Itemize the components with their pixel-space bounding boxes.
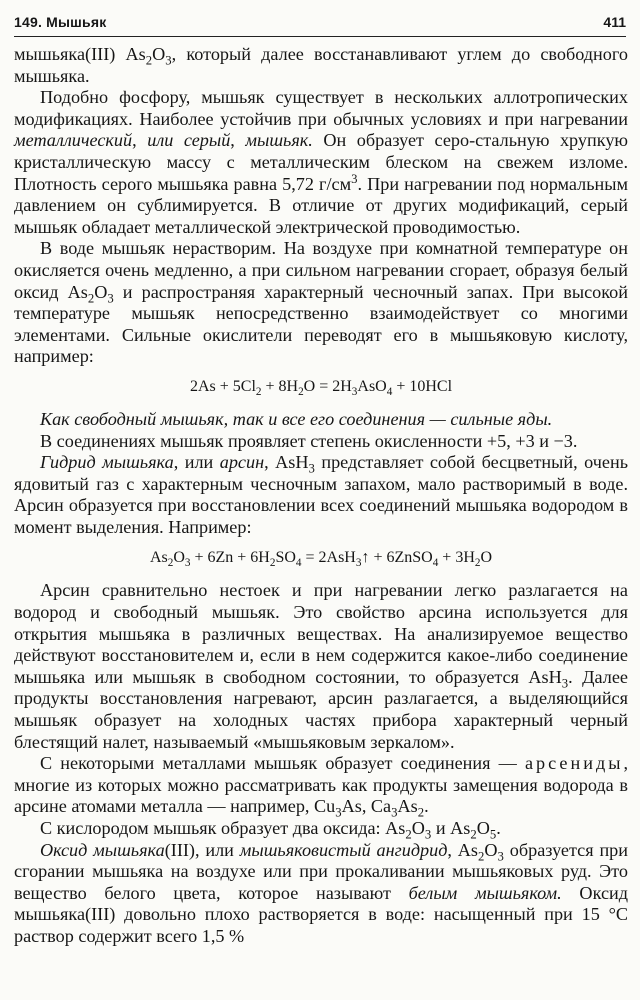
paragraph (14, 87, 628, 238)
subscript: 2 (145, 53, 153, 68)
text-run: , многие из которых можно рассматривать как продукты замещения водорода в арсине атомами металла — например, Cu (14, 753, 628, 817)
text-run: + 10HCl (392, 377, 453, 395)
paragraph (14, 409, 628, 431)
subscript: 3 (391, 806, 398, 821)
text-run: O (94, 281, 108, 302)
italic-term: Оксид мышьяка (40, 839, 165, 860)
text-run: образуется при сгорании мышьяка на воздухе или при прокаливании мышьяковых руд. Это вещество белого цвета, которое называют (14, 839, 628, 903)
text-run: . При нагревании под нормальным давлением он сублимируется. В отличие от других модификаций, серый мышьяк обладает металлической электрической проводимостью. (14, 173, 628, 237)
subscript: 2 (255, 386, 262, 399)
text-run: С некоторыми металлами мышьяк образует соединения — (40, 753, 525, 774)
page-header (14, 10, 626, 36)
text-run: , который далее восстанавливают углем до свободного мышьяка. (14, 44, 628, 86)
italic-term: Как свободный мышьяк, так и все его соединения — сильные яды. (40, 408, 553, 429)
subscript: 2 (474, 557, 481, 570)
text-run: = 2AsH (301, 549, 356, 567)
body-text (14, 44, 628, 948)
text-run: Оксид мышьяка(III) довольно плохо растворяется в воде: насыщенный при 15 °C раствор содержит всего 1,5 % (14, 882, 629, 946)
paragraph (14, 238, 628, 368)
subscript: 2 (470, 827, 477, 842)
text-run: Арсин сравнительно нестоек и при нагревании легко разлагается на водород и свободный мышьяк. Это свойство арсина используется для открытия мышьяка в различных веществах. На анализируемое вещество действуют восстановителем и, если в нем содержится какое-либо соединение мышьяка или мышьяк в свободном состоянии, то образуется AsH (14, 580, 628, 687)
subscript: 2 (405, 827, 412, 842)
text-run: , (132, 130, 148, 151)
text-run: представляет собой бесцветный, очень ядовитый газ с характерным чесночным запахом, мало растворимый в воде. Арсин образуется при восстановлении всех соединений мышьяка водородом в момент выделения. Например: (14, 452, 628, 537)
subscript: 3 (355, 557, 362, 570)
text-run: O = 2H (303, 377, 352, 395)
text-run: , AsH (264, 452, 309, 473)
subscript: 3 (561, 676, 569, 691)
paragraph (14, 818, 628, 840)
subscript: 3 (308, 461, 315, 476)
text-run: С кислородом мышьяк образует два оксида: As (40, 818, 406, 838)
section-title: 149. Мышьяк (14, 14, 107, 30)
subscript: 3 (184, 557, 191, 570)
chemical-equation (14, 548, 628, 568)
text-run: мышьяка(III) As (14, 44, 146, 64)
subscript: 3 (107, 291, 114, 306)
text-run: As, Ca (341, 796, 392, 817)
text-run: + 8H (261, 377, 299, 395)
paragraph (14, 580, 628, 753)
text-run: SO (275, 549, 296, 567)
page-number: 411 (603, 14, 626, 30)
subscript: 2 (167, 557, 174, 570)
subscript: 3 (165, 53, 172, 68)
text-run: ↑ + 6ZnSO (361, 549, 433, 567)
italic-term: мышьяк. (245, 130, 313, 151)
subscript: 2 (87, 291, 95, 306)
text-run: O (480, 549, 493, 567)
paragraph (14, 753, 628, 821)
text-run: As (149, 549, 168, 567)
text-run: O (152, 44, 166, 64)
italic-term: Гидрид мышьяка (40, 452, 174, 473)
subscript: 3 (351, 386, 358, 399)
subscript: 4 (386, 386, 393, 399)
text-run: + 6Zn + 6H (190, 549, 270, 567)
text-run: и As (431, 818, 471, 838)
text-run: As (397, 796, 418, 817)
text-run: O (476, 818, 490, 838)
subscript: 2 (478, 849, 485, 864)
text-run: + 3H (438, 549, 475, 567)
spaced-term: арсениды (524, 753, 624, 774)
text-run: . (496, 818, 501, 838)
text-run: , As (447, 839, 479, 860)
subscript: 2 (417, 806, 425, 821)
subscript: 3 (335, 806, 342, 821)
text-run: Подобно фосфору, мышьяк существует в нескольких аллотропических модификациях. Наиболее устойчив при обычных условиях и при нагревании (14, 87, 628, 129)
superscript: 3 (351, 171, 358, 186)
text-run: (III), или (164, 839, 240, 860)
text-run: и распространяя характерный чесночный запах. При высокой температуре мышьяк непосредственно взаимодействует со многими элементами. Сильные окислители переводят его в мышьяковую кислоту, например: (14, 281, 629, 367)
italic-term: или серый (147, 130, 231, 151)
italic-term: металлический (14, 130, 133, 151)
text-run: , (230, 130, 246, 151)
text-run: В соединениях мышьяк проявляет степень окисленности +5, +3 и −3. (40, 430, 578, 451)
subscript: 4 (432, 557, 439, 570)
chemical-equation (14, 377, 628, 397)
header-rule (14, 36, 626, 37)
text-run: 2As + 5Cl (189, 377, 256, 395)
text-run: Он образует серо-стальную хрупкую кристаллическую массу с металлическим блеском на свежем изломе. Плотность серого мышьяка равна 5,72 г/см (14, 130, 628, 194)
italic-term: белым мышьяком. (408, 882, 562, 903)
subscript: 2 (298, 386, 304, 399)
text-run: . Далее продукты восстановления нагревают, арсин разлагается, а выделяющийся мышьяк образует на холодных частях прибора характерный черный блестящий налет, называемый «мышьяковым зеркалом». (14, 666, 628, 752)
subscript: 2 (269, 557, 276, 570)
text-run: O (484, 839, 498, 860)
text-run: . (424, 796, 429, 817)
paragraph (14, 840, 628, 948)
paragraph (14, 452, 628, 538)
italic-term: мышьяковистый ангидрид (239, 839, 448, 860)
text-run: O (173, 549, 185, 567)
subscript: 4 (295, 557, 302, 570)
text-run: В воде мышьяк нерастворим. На воздухе при комнатной температуре он окисляется очень медленно, а при сильном нагревании сгорает, образуя белый оксид As (14, 238, 628, 302)
paragraph (14, 431, 628, 453)
subscript: 5 (489, 827, 497, 842)
text-run: O (411, 818, 425, 838)
subscript: 3 (424, 827, 432, 842)
paragraph-continuation (14, 44, 628, 87)
subscript: 3 (497, 849, 504, 864)
text-run: AsO (357, 377, 387, 395)
italic-term: арсин (219, 452, 265, 473)
text-run: , или (173, 452, 220, 473)
